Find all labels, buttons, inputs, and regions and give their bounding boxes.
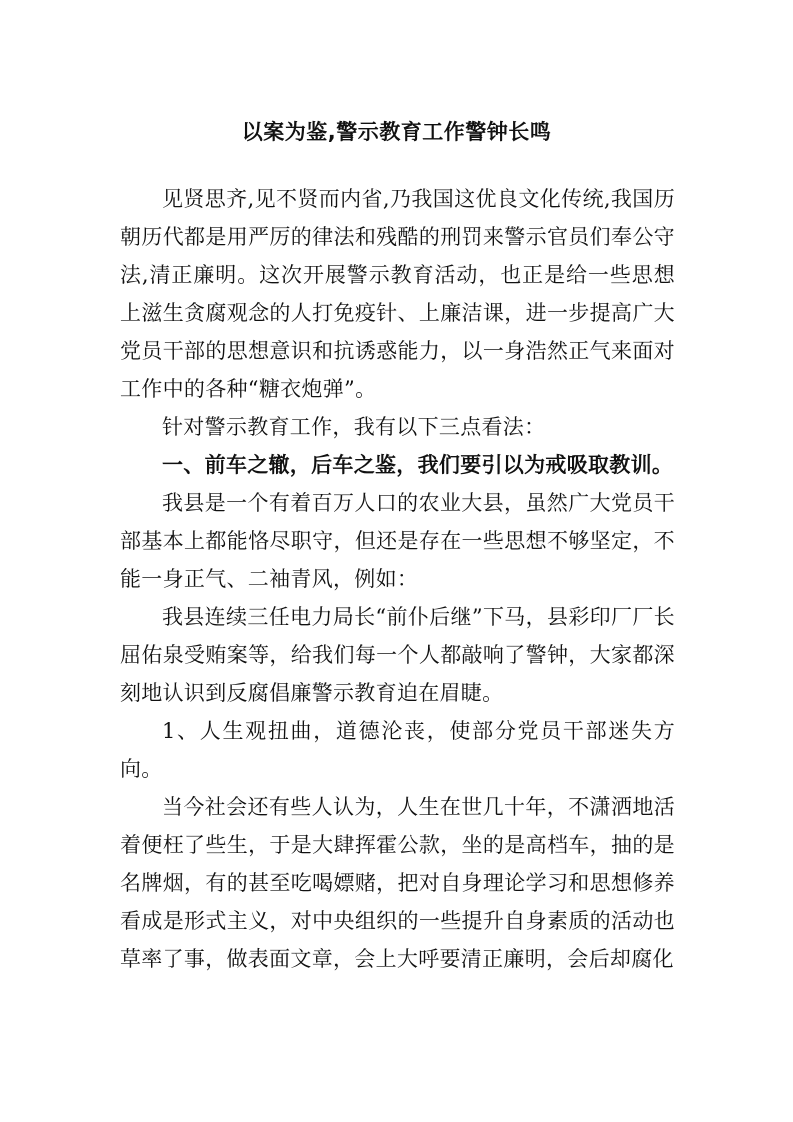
paragraph-society: 当今社会还有些人认为，人生在世几十年，不潇洒地活着便枉了些生，于是大肆挥霍公款，坐的是高档车，抽的是名牌烟，有的甚至吃喝嫖赌，把对自身理论学习和思想修养看成是形式主义，对中央组织的一些提升自身素质的活动也草率了事，做表面文章，会上大呼要清正廉明，会后却腐化 <box>120 795 675 971</box>
paragraph-views-intro: 针对警示教育工作，我有以下三点看法： <box>162 415 546 439</box>
paragraph-cases: 我县连续三任电力局长“前仆后继”下马，县彩印厂厂长屈佑泉受贿案等，给我们每一个人都敲响了警钟，大家都深刻地认识到反腐倡廉警示教育迫在眉睫。 <box>120 605 675 705</box>
paragraph-intro: 见贤思齐,见不贤而内省,乃我国这优良文化传统,我国历朝历代都是用严厉的律法和残酷的刑罚来警示官员们奉公守法,清正廉明。这次开展警示教育活动，也正是给一些思想上滋生贪腐观念的人打免疫针、上廉洁课，进一步提高广大党员干部的思想意识和抗诱惑能力，以一身浩然正气来面对工作中的各种“糖衣炮弹”。 <box>120 187 675 401</box>
document-body <box>120 180 675 978</box>
document-title: 以案为鉴,警示教育工作警钟长鸣 <box>241 120 552 144</box>
section-heading-1: 一、前车之辙，后车之鉴，我们要引以为戒吸取教训。 <box>162 453 674 477</box>
paragraph-county-overview: 我县是一个有着百万人口的农业大县，虽然广大党员干部基本上都能恪尽职守，但还是存在一些思想不够坚定，不能一身正气、二袖青风，例如： <box>120 491 675 591</box>
subheading-point-1: 1、人生观扭曲，道德沦丧，使部分党员干部迷失方向。 <box>120 719 675 781</box>
